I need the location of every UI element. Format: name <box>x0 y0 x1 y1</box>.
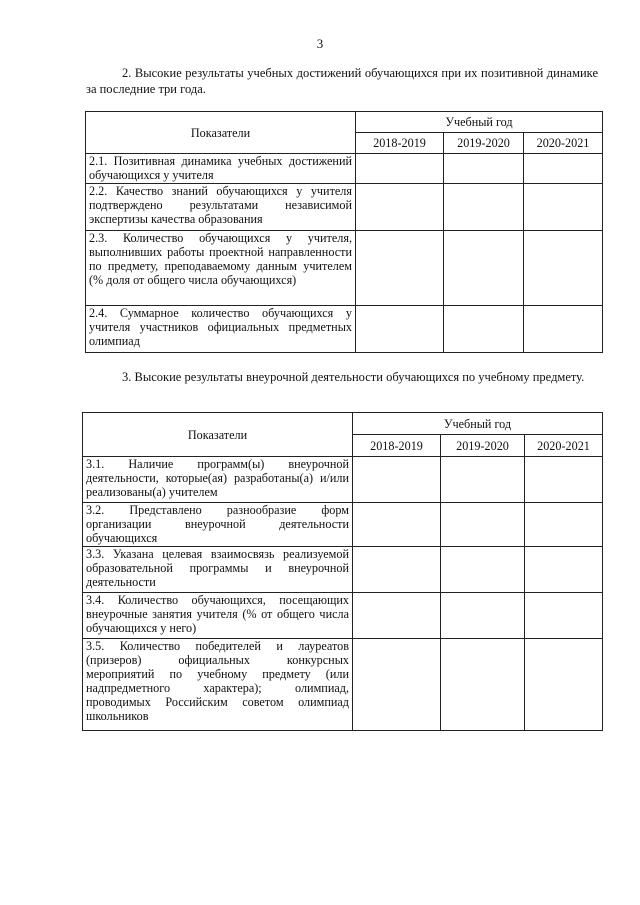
table-row <box>83 503 603 547</box>
value-cell <box>524 306 603 353</box>
value-cell <box>525 547 603 593</box>
value-cell <box>444 184 524 231</box>
table-row <box>83 639 603 731</box>
school-year-header: Учебный год <box>356 112 603 133</box>
value-cell <box>353 457 441 503</box>
value-cell <box>353 503 441 547</box>
value-cell <box>524 154 603 184</box>
indicators-header: Показатели <box>83 413 353 457</box>
value-cell <box>525 503 603 547</box>
table-row <box>86 231 603 306</box>
page-number: 3 <box>316 36 324 51</box>
value-cell <box>356 306 444 353</box>
year-header: 2020-2021 <box>525 435 603 457</box>
indicator-label: 3.1. Наличие программ(ы) внеурочной деятельности, которые(ая) разработаны(а) и/или реализованы(а) учителем <box>83 457 353 503</box>
value-cell <box>356 154 444 184</box>
indicator-label: 3.3. Указана целевая взаимосвязь реализуемой образовательной программы и внеурочной деятельности <box>83 547 353 593</box>
value-cell <box>444 154 524 184</box>
indicator-label: 3.4. Количество обучающихся, посещающих внеурочные занятия учителя (% от общего числа обучающихся у него) <box>83 593 353 639</box>
value-cell <box>525 639 603 731</box>
indicator-label: 2.1. Позитивная динамика учебных достижений обучающихся у учителя <box>86 154 356 184</box>
value-cell <box>353 593 441 639</box>
school-year-header: Учебный год <box>353 413 603 435</box>
value-cell <box>353 547 441 593</box>
value-cell <box>441 593 525 639</box>
year-header: 2018-2019 <box>356 133 444 154</box>
value-cell <box>524 231 603 306</box>
year-header: 2019-2020 <box>444 133 524 154</box>
value-cell <box>444 231 524 306</box>
value-cell <box>441 503 525 547</box>
value-cell <box>356 231 444 306</box>
indicator-label: 2.2. Качество знаний обучающихся у учителя подтверждено результатами независимой экспертизы качества образования <box>86 184 356 231</box>
indicator-label: 2.3. Количество обучающихся у учителя, выполнивших работы проектной направленности по предмету, преподаваемому данным учителем (% доля от общего числа обучающихся) <box>86 231 356 306</box>
indicator-label: 2.4. Суммарное количество обучающихся у учителя участников официальных предметных олимпиад <box>86 306 356 353</box>
value-cell <box>441 547 525 593</box>
section-2-table <box>85 111 603 353</box>
value-cell <box>525 457 603 503</box>
section-3-heading: 3. Высокие результаты внеурочной деятельности обучающихся по учебному предмету. <box>122 370 585 384</box>
value-cell <box>525 593 603 639</box>
value-cell <box>441 639 525 731</box>
section-2-heading: 2. Высокие результаты учебных достижений обучающихся при их позитивной динамике за последние три года. <box>86 66 598 96</box>
year-header: 2020-2021 <box>524 133 603 154</box>
table-row <box>83 593 603 639</box>
section-3-table <box>82 412 603 731</box>
value-cell <box>356 184 444 231</box>
table-row <box>86 184 603 231</box>
table-row <box>83 547 603 593</box>
indicator-label: 3.2. Представлено разнообразие форм организации внеурочной деятельности обучающихся <box>83 503 353 547</box>
year-header: 2019-2020 <box>441 435 525 457</box>
year-header: 2018-2019 <box>353 435 441 457</box>
indicator-label: 3.5. Количество победителей и лауреатов (призеров) официальных конкурсных мероприятий по учебному предмету (или надпредметного характера); олимпиад, проводимых Российским советом олимпиад школьников <box>83 639 353 731</box>
table-row <box>86 306 603 353</box>
table-row <box>86 154 603 184</box>
value-cell <box>524 184 603 231</box>
table-row <box>83 457 603 503</box>
value-cell <box>444 306 524 353</box>
value-cell <box>441 457 525 503</box>
indicators-header: Показатели <box>86 112 356 154</box>
value-cell <box>353 639 441 731</box>
